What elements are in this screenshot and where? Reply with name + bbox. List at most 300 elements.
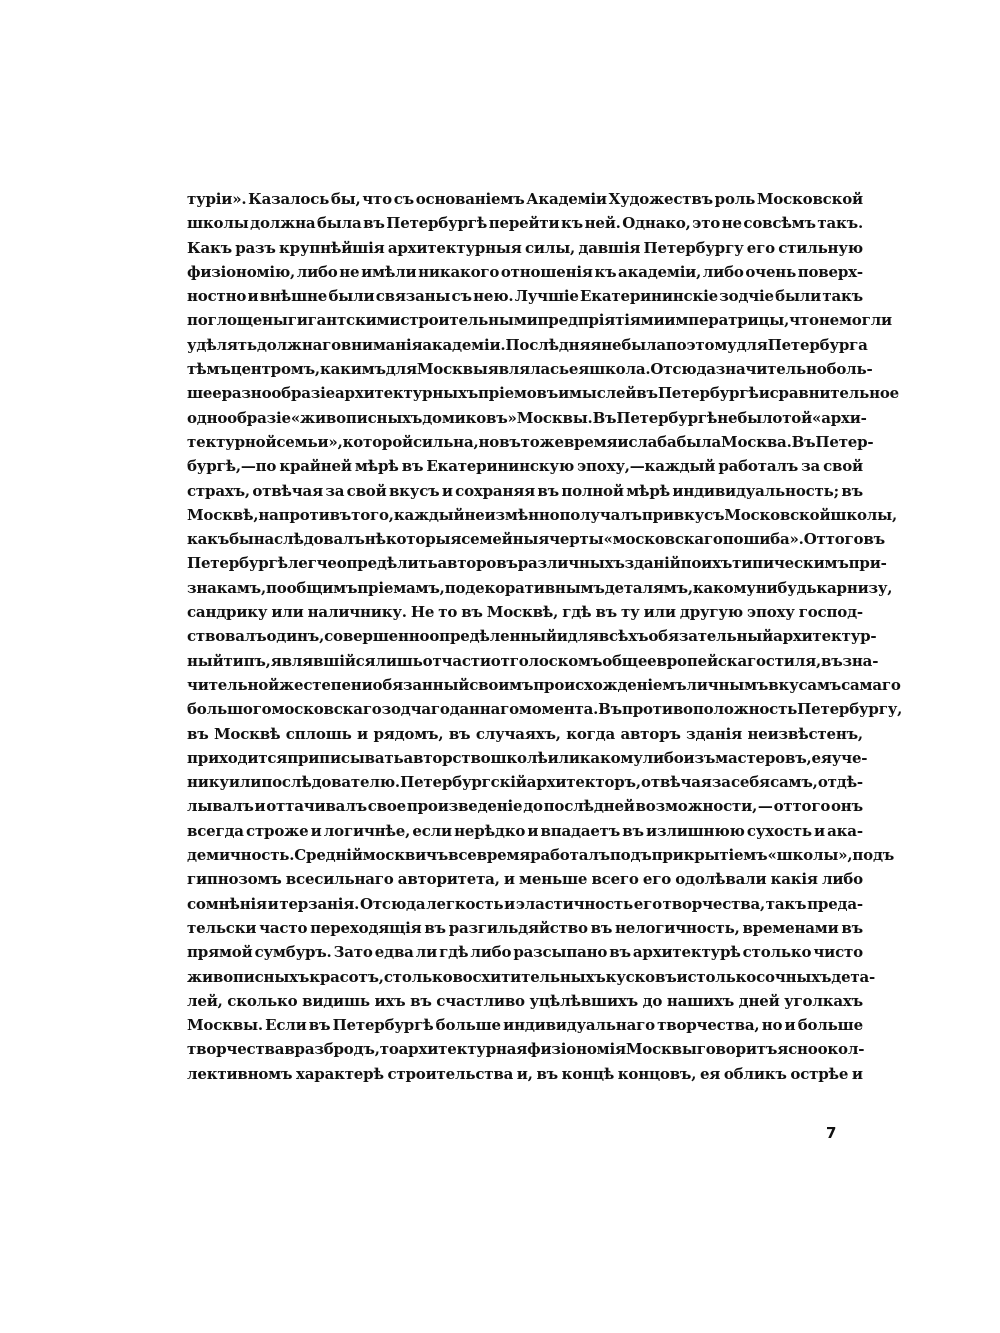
word: ствовалъ — [187, 627, 267, 646]
word: семейныя — [461, 530, 550, 549]
word: мѣрѣ — [626, 481, 670, 500]
word: сильна, — [412, 432, 479, 451]
word: могли — [838, 311, 892, 330]
word: физiономiя — [527, 1040, 626, 1059]
word: наличнику. — [307, 603, 407, 622]
word: подъ — [852, 846, 895, 865]
page-number: 7 — [826, 1124, 837, 1142]
word: обликъ — [723, 1064, 787, 1083]
word: совершенно — [324, 627, 430, 646]
text-line — [187, 551, 887, 575]
word: возможности, — [635, 797, 758, 816]
text-line — [187, 187, 863, 211]
word: время — [476, 846, 531, 865]
word: господ- — [798, 603, 863, 622]
word: очень — [745, 262, 797, 281]
text-line — [187, 819, 863, 843]
word: столько — [383, 967, 453, 986]
word: получалъ — [559, 505, 642, 524]
word: индивидуальность; — [672, 481, 839, 500]
word: Москвы — [416, 360, 488, 379]
text-line — [187, 1062, 863, 1086]
word: было — [737, 408, 783, 427]
word: была — [676, 432, 722, 451]
word: видишь — [302, 991, 370, 1010]
word: отвѣчая — [252, 481, 323, 500]
word: «живописныхъ — [290, 408, 423, 427]
word: ней. — [584, 214, 621, 233]
word: дней — [738, 991, 780, 1010]
word: пошиба». — [722, 530, 804, 549]
word: не — [818, 311, 839, 330]
word: домиковъ» — [422, 408, 517, 427]
word: школа. — [589, 360, 651, 379]
word: поэтому — [665, 335, 737, 354]
body-text — [187, 187, 903, 1086]
word: себя — [730, 773, 770, 792]
word: Петербургѣ — [332, 1016, 434, 1035]
text-line — [187, 843, 895, 867]
text-line — [187, 284, 863, 308]
text-line — [187, 503, 898, 527]
word: императрицы, — [664, 311, 790, 330]
word: въ — [636, 384, 658, 403]
word: сухость — [746, 821, 812, 840]
word: не — [339, 262, 360, 281]
word: сумбуръ. — [254, 943, 332, 962]
word: Въ — [592, 408, 617, 427]
word: случаяхъ, — [475, 724, 561, 743]
word: свое — [367, 797, 407, 816]
word: меньше — [519, 870, 588, 889]
word: крупнѣйшiя — [279, 238, 385, 257]
word: эластичность — [515, 894, 633, 913]
word: все — [448, 846, 477, 865]
text-line — [187, 940, 863, 964]
word: которой — [342, 432, 413, 451]
text-line — [187, 989, 863, 1013]
word: его — [633, 894, 662, 913]
word: если — [412, 821, 452, 840]
word: по — [265, 578, 287, 597]
word: авторъ — [620, 724, 681, 743]
word: или — [643, 603, 676, 622]
word: уцѣлѣвшихъ — [529, 991, 638, 1010]
word: до — [523, 797, 543, 816]
word: больше — [435, 1016, 501, 1035]
text-line — [187, 406, 867, 430]
word: внѣшне — [259, 287, 328, 306]
word: школы, — [830, 505, 898, 524]
word: зодчiе — [719, 287, 774, 306]
word: общеевропейскаго — [602, 651, 766, 670]
word: то — [379, 1040, 399, 1059]
word: временами — [742, 918, 839, 937]
word: Какъ — [187, 238, 232, 257]
word: съ — [451, 287, 472, 306]
word: даннаго — [449, 700, 519, 719]
word: Москвѣ, — [486, 603, 559, 622]
word: сплошь — [285, 724, 352, 743]
word: то — [438, 603, 458, 622]
text-line — [187, 236, 863, 260]
word: вразбродъ, — [284, 1040, 380, 1059]
word: Москвы — [625, 1040, 697, 1059]
word: Петербургу — [643, 238, 744, 257]
word: и — [814, 821, 825, 840]
word: въ — [536, 1064, 558, 1083]
word: типъ, — [223, 651, 271, 670]
word: архитектурныя — [387, 238, 522, 257]
word: эпоху,—каждый — [577, 457, 716, 476]
text-line — [187, 794, 863, 818]
word: въ — [401, 457, 424, 476]
word: въ — [424, 918, 446, 937]
word: Екатерининскую — [426, 457, 574, 476]
word: большого — [187, 700, 272, 719]
word: «московскаго — [603, 530, 723, 549]
word: всѣхъ — [598, 627, 649, 646]
word: основанiемъ — [415, 190, 525, 208]
word: не — [717, 408, 738, 427]
word: прямой — [187, 943, 253, 962]
word: о — [817, 1040, 828, 1059]
word: школы — [187, 214, 249, 233]
word: своимъ — [469, 675, 534, 694]
word: Академiи — [526, 190, 607, 208]
word: момента. — [518, 700, 599, 719]
word: одинъ, — [266, 627, 325, 646]
word: Петербургѣ — [616, 408, 718, 427]
text-line — [187, 697, 903, 721]
word: бы, — [330, 190, 361, 208]
text-line — [187, 624, 877, 648]
word: наслѣдовалъ — [253, 530, 365, 549]
word: въ — [461, 603, 483, 622]
word: привкусъ — [641, 505, 725, 524]
word: онъ — [831, 797, 863, 816]
word: прiемовъ — [478, 384, 559, 403]
word: отголоскомъ — [490, 651, 603, 670]
word: неизвѣстенъ, — [747, 724, 863, 743]
word: обязательный — [648, 627, 774, 646]
word: легче — [287, 554, 337, 573]
text-line — [187, 892, 863, 916]
word: кусковъ — [605, 967, 677, 986]
text-line — [187, 1037, 863, 1061]
word: излишнюю — [646, 821, 745, 840]
word: Послѣдняя — [505, 335, 602, 354]
word: работалъ — [718, 457, 799, 476]
word: Если — [265, 1016, 307, 1035]
word: живописныхъ — [187, 967, 310, 986]
word: каждый — [393, 505, 465, 524]
text-line — [187, 649, 879, 673]
word: приходится — [187, 748, 288, 767]
word: силы, — [524, 238, 576, 257]
word: нерѣдко — [454, 821, 526, 840]
word: полной — [561, 481, 624, 500]
word: либо — [296, 262, 338, 281]
word: и — [503, 870, 515, 889]
word: ту — [621, 603, 640, 622]
word: и — [758, 384, 770, 403]
word: Въ — [598, 700, 622, 719]
word: Екатерининскiе — [580, 287, 718, 306]
word: гдѣ — [562, 603, 592, 622]
word: лективномъ — [187, 1064, 293, 1083]
word: сочныхъ — [756, 967, 832, 986]
word: ея — [699, 1064, 721, 1083]
word: обязанный — [372, 675, 470, 694]
word: гипнозомъ — [187, 870, 282, 889]
word: Отсюда — [359, 894, 426, 913]
word: часто — [259, 918, 308, 937]
word: въ — [308, 1016, 331, 1035]
word: въ — [841, 481, 863, 500]
word: была — [317, 214, 362, 233]
word: страхъ, — [187, 481, 250, 500]
word: Въ — [791, 432, 816, 451]
word: «архи- — [812, 408, 867, 427]
text-line — [187, 454, 863, 478]
word: при- — [848, 554, 887, 573]
word: тѣмъ — [187, 360, 231, 379]
word: рядомъ, — [373, 724, 444, 743]
text-line — [187, 381, 900, 405]
word: самаго — [841, 675, 901, 694]
word: архитектурная — [398, 1040, 528, 1059]
word: же — [539, 432, 564, 451]
word: и — [558, 384, 570, 403]
word: и — [254, 797, 266, 816]
word: Казалось — [248, 190, 330, 208]
word: разсыпано — [513, 943, 608, 962]
word: гдѣ — [439, 943, 469, 962]
word: какiя — [770, 870, 818, 889]
word: демичность. — [187, 846, 295, 865]
word: общимъ — [286, 578, 358, 597]
text-line — [187, 916, 863, 940]
word: ностно — [187, 287, 247, 306]
word: — — [757, 797, 773, 816]
word: послѣдователю. — [261, 773, 400, 792]
word: были — [328, 287, 375, 306]
word: къ — [594, 262, 617, 281]
word: имѣли — [361, 262, 417, 281]
text-line — [187, 746, 868, 770]
word: зданiй — [624, 554, 681, 573]
word: Художествъ — [608, 190, 713, 208]
word: Москва. — [721, 432, 792, 451]
word: творчества, — [657, 1016, 760, 1035]
word: въ — [595, 603, 617, 622]
word: и — [504, 894, 516, 913]
word: кол- — [827, 1040, 865, 1059]
word: столько — [742, 943, 812, 962]
text-line — [187, 673, 901, 697]
word: карнизу, — [816, 578, 893, 597]
word: творчества — [187, 1040, 285, 1059]
word: совсѣмъ — [743, 214, 816, 233]
word: приписывать — [287, 748, 404, 767]
word: строительными — [400, 311, 538, 330]
word: авторовъ — [437, 554, 518, 573]
word: индивидуальнаго — [503, 1016, 655, 1035]
word: въ — [841, 918, 863, 937]
word: Петербургу, — [797, 700, 903, 719]
word: красотъ, — [309, 967, 384, 986]
word: отвѣчая — [641, 773, 712, 792]
word: различныхъ — [517, 554, 625, 573]
word: или — [228, 773, 262, 792]
word: эпоху — [747, 603, 795, 622]
word: сохраняя — [455, 481, 535, 500]
word: зданiя — [686, 724, 742, 743]
word: была — [621, 335, 666, 354]
word: стильную — [778, 238, 863, 257]
word: отдѣ- — [817, 773, 863, 792]
word: турiи». — [187, 190, 247, 208]
word: ея — [568, 360, 590, 379]
word: школѣ — [490, 748, 548, 767]
text-line — [187, 308, 892, 332]
word: знакамъ, — [187, 578, 266, 597]
word: едва — [374, 943, 414, 962]
word: и — [556, 627, 568, 646]
word: либо — [642, 748, 684, 767]
word: разгильдяйство — [448, 918, 588, 937]
word: концѣ — [561, 1064, 615, 1083]
word: въ — [821, 651, 843, 670]
word: архитектур- — [773, 627, 877, 646]
word: свой — [823, 457, 863, 476]
word: Москвѣ, — [187, 505, 259, 524]
word: должна — [250, 214, 316, 233]
word: лывалъ — [187, 797, 254, 816]
word: Петербурга — [767, 335, 868, 354]
word: гигантскими — [287, 311, 401, 330]
word: либо — [702, 262, 744, 281]
word: сравнительное — [769, 384, 900, 403]
text-line — [187, 1013, 863, 1037]
word: вкусъ — [388, 481, 440, 500]
word: противоположность — [621, 700, 798, 719]
word: впадаетъ — [540, 821, 621, 840]
word: нею. — [473, 287, 514, 306]
word: черты — [549, 530, 604, 549]
word: строже — [246, 821, 309, 840]
word: и, — [516, 1064, 533, 1083]
word: и — [357, 724, 368, 743]
word: въ — [499, 432, 521, 451]
word: отношенiя — [500, 262, 593, 281]
word: для — [567, 627, 599, 646]
word: физiономiю, — [187, 262, 296, 281]
word: должнаго — [256, 335, 341, 354]
text-line — [187, 357, 873, 381]
text-line — [187, 867, 863, 891]
word: Московской — [756, 190, 863, 208]
word: поглощены — [187, 311, 288, 330]
word: до — [642, 991, 663, 1010]
word: всего — [591, 870, 639, 889]
word: личнымъ — [686, 675, 769, 694]
word: такъ — [822, 287, 863, 306]
word: съ — [393, 190, 414, 208]
word: декоративнымъ — [465, 578, 605, 597]
word: являвшiйся — [270, 651, 376, 670]
word: всесильнаго — [285, 870, 394, 889]
word: какъ — [187, 530, 230, 549]
word: то — [520, 432, 540, 451]
word: концовъ, — [617, 1064, 697, 1083]
word: же — [279, 675, 304, 694]
word: ея — [811, 748, 832, 767]
word: однообразiе — [187, 408, 291, 427]
word: уголкахъ — [784, 991, 863, 1010]
word: въ — [410, 991, 432, 1010]
word: прикрытiемъ — [651, 846, 768, 865]
word: это — [692, 214, 721, 233]
word: сколько — [227, 991, 298, 1010]
word: лишь — [375, 651, 423, 670]
word: одолѣвали — [675, 870, 767, 889]
word: къ — [561, 214, 583, 233]
word: Оттого — [803, 530, 864, 549]
word: нашихъ — [666, 991, 735, 1010]
word: разнообразiе — [221, 384, 336, 403]
word: слаба — [628, 432, 677, 451]
word: связаны — [375, 287, 451, 306]
word: нибудь — [755, 578, 817, 597]
word: авторство — [403, 748, 491, 767]
word: подъ — [609, 846, 652, 865]
word: и — [676, 967, 688, 986]
word: Москвы. — [516, 408, 593, 427]
word: время — [563, 432, 618, 451]
word: Отсюда — [650, 360, 716, 379]
word: Петербургѣ — [657, 384, 759, 403]
word: либо — [470, 943, 512, 962]
word: мыслей — [569, 384, 637, 403]
word: бургѣ,—по — [187, 457, 277, 476]
word: чительной — [187, 675, 280, 694]
word: въ — [590, 918, 613, 937]
word: происхожденiемъ — [533, 675, 687, 694]
word: и — [784, 1016, 796, 1035]
word: въ — [448, 724, 471, 743]
word: логичнѣе, — [323, 821, 411, 840]
word: творчества, — [662, 894, 765, 913]
word: архитектурныхъ — [335, 384, 479, 403]
word: тельски — [187, 918, 257, 937]
word: Москвы. — [187, 1016, 263, 1035]
word: академiи. — [422, 335, 506, 354]
word: не — [601, 335, 622, 354]
word: другую — [679, 603, 743, 622]
word: свой — [346, 481, 387, 500]
word: вниманiя — [340, 335, 423, 354]
word: въ — [609, 943, 631, 962]
word: московскаго — [271, 700, 382, 719]
word: типическимъ — [732, 554, 849, 573]
text-line — [187, 965, 876, 989]
word: и — [310, 821, 322, 840]
word: строительства — [387, 1064, 514, 1083]
word: ака- — [827, 821, 863, 840]
word: по — [680, 554, 702, 573]
